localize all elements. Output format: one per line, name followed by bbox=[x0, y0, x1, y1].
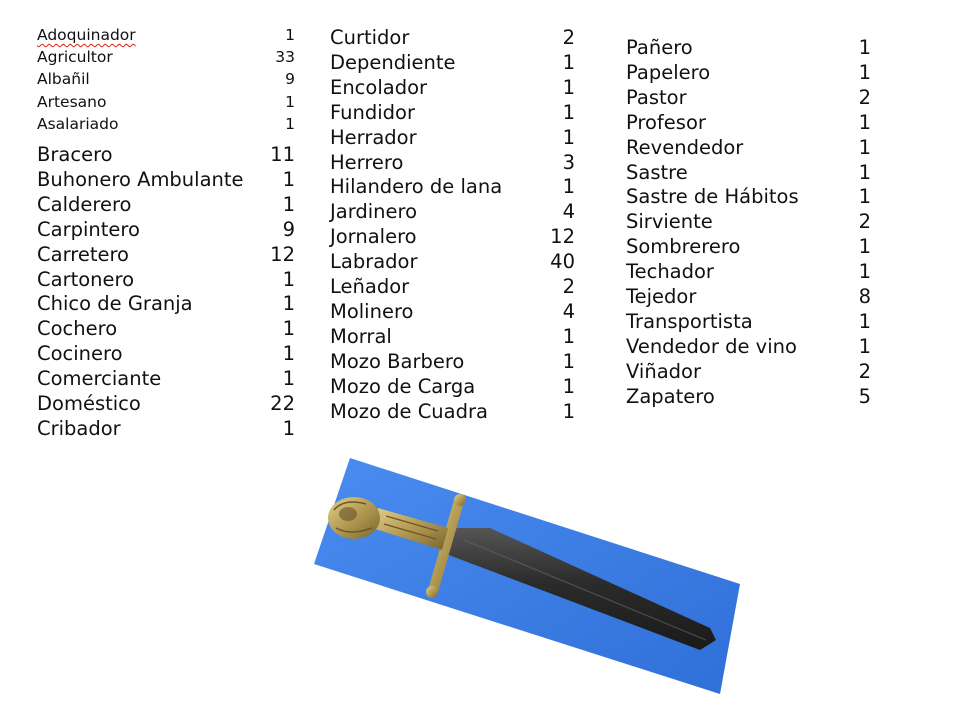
occupation-count: 1 bbox=[562, 374, 575, 398]
occupation-count: 12 bbox=[270, 242, 295, 266]
occupation-count: 1 bbox=[282, 292, 295, 316]
occupation-name: Artesano bbox=[37, 92, 107, 111]
occupation-count: 2 bbox=[562, 26, 575, 49]
occupation-count: 1 bbox=[282, 267, 295, 291]
occupation-name: Asalariado bbox=[37, 114, 119, 133]
occupation-count: 9 bbox=[282, 217, 295, 241]
occupation-name: Calderero bbox=[37, 192, 132, 216]
occupation-name: Dependiente bbox=[330, 50, 456, 74]
occupation-name: Hilandero de lana bbox=[330, 175, 503, 199]
occupation-name: Techador bbox=[626, 260, 714, 284]
occupation-count: 1 bbox=[285, 114, 295, 133]
occupation-count: 1 bbox=[858, 309, 871, 333]
occupation-name: Vendedor de vino bbox=[626, 334, 797, 358]
occupation-name: Adoquinador bbox=[37, 26, 136, 44]
occupation-count: 1 bbox=[858, 36, 871, 59]
dagger-photo bbox=[314, 458, 740, 694]
occupation-count: 1 bbox=[562, 50, 575, 74]
occupation-count: 1 bbox=[858, 110, 871, 134]
occupation-name: Cribador bbox=[37, 416, 121, 440]
occupation-count: 1 bbox=[285, 26, 295, 44]
occupation-name: Cochero bbox=[37, 317, 118, 341]
occupation-name: Albañil bbox=[37, 70, 90, 89]
occupation-count: 1 bbox=[858, 60, 871, 84]
occupation-name: Jornalero bbox=[330, 225, 417, 249]
occupation-name: Pañero bbox=[626, 36, 693, 59]
occupation-count: 22 bbox=[270, 392, 295, 415]
occupation-name: Sastre de Hábitos bbox=[626, 185, 799, 209]
occupation-name: Profesor bbox=[626, 110, 706, 134]
occupation-name: Doméstico bbox=[37, 392, 141, 415]
occupation-name: Molinero bbox=[330, 299, 414, 323]
occupation-count: 5 bbox=[858, 384, 871, 408]
occupation-count: 40 bbox=[550, 250, 575, 274]
occupation-name: Labrador bbox=[330, 250, 418, 274]
occupation-count: 1 bbox=[858, 185, 871, 209]
occupation-count: 1 bbox=[282, 342, 295, 366]
occupation-name: Carpintero bbox=[37, 217, 140, 241]
occupation-count: 1 bbox=[285, 92, 295, 111]
occupation-name: Carretero bbox=[37, 242, 129, 266]
occupation-name: Leñador bbox=[330, 275, 410, 298]
occupation-count: 8 bbox=[858, 285, 871, 308]
occupation-count: 1 bbox=[858, 260, 871, 284]
occupation-count: 1 bbox=[858, 135, 871, 159]
occupation-count: 1 bbox=[562, 175, 575, 199]
occupation-name: Revendedor bbox=[626, 135, 744, 159]
occupation-name: Zapatero bbox=[626, 384, 715, 408]
occupation-count: 1 bbox=[562, 100, 575, 124]
occupation-count: 33 bbox=[275, 48, 295, 67]
occupation-count: 1 bbox=[562, 75, 575, 99]
occupation-name: Buhonero Ambulante bbox=[37, 167, 244, 191]
occupation-count: 9 bbox=[285, 70, 295, 89]
occupation-name: Herrador bbox=[330, 125, 417, 149]
occupation-count: 4 bbox=[562, 200, 575, 224]
occupation-count: 1 bbox=[282, 192, 295, 216]
occupation-count: 2 bbox=[858, 210, 871, 234]
occupation-count: 3 bbox=[562, 150, 575, 174]
occupation-name: Sombrerero bbox=[626, 235, 741, 259]
occupation-name: Fundidor bbox=[330, 100, 415, 124]
occupation-name: Cartonero bbox=[37, 267, 135, 291]
occupation-name: Herrero bbox=[330, 150, 404, 174]
occupation-count: 4 bbox=[562, 299, 575, 323]
occupation-name: Sirviente bbox=[626, 210, 713, 234]
occupation-count: 2 bbox=[858, 359, 871, 383]
occupation-name: Papelero bbox=[626, 60, 711, 84]
occupation-count: 1 bbox=[562, 125, 575, 149]
occupation-name: Mozo Barbero bbox=[330, 349, 465, 373]
occupation-name: Transportista bbox=[626, 309, 753, 333]
occupation-name: Pastor bbox=[626, 85, 687, 109]
occupation-name: Comerciante bbox=[37, 367, 162, 391]
occupation-count: 2 bbox=[858, 85, 871, 109]
occupation-name: Mozo de Cuadra bbox=[330, 399, 488, 423]
occupation-count: 1 bbox=[562, 324, 575, 348]
occupation-name: Bracero bbox=[37, 143, 113, 166]
occupation-name: Sastre bbox=[626, 160, 688, 184]
occupation-count: 1 bbox=[858, 160, 871, 184]
occupation-count: 1 bbox=[282, 367, 295, 391]
occupation-count: 1 bbox=[282, 167, 295, 191]
occupation-name: Jardinero bbox=[330, 200, 418, 224]
occupation-count: 11 bbox=[270, 143, 295, 166]
occupation-name: Curtidor bbox=[330, 26, 410, 49]
occupation-name: Chico de Granja bbox=[37, 292, 193, 316]
occupation-name: Agricultor bbox=[37, 48, 113, 67]
occupation-count: 1 bbox=[562, 349, 575, 373]
occupation-count: 1 bbox=[858, 334, 871, 358]
occupation-count: 1 bbox=[562, 399, 575, 423]
occupation-name: Tejedor bbox=[626, 285, 697, 308]
occupation-count: 2 bbox=[562, 275, 575, 298]
occupation-name: Mozo de Carga bbox=[330, 374, 476, 398]
occupation-name: Morral bbox=[330, 324, 392, 348]
occupation-count: 1 bbox=[282, 416, 295, 440]
occupation-count: 1 bbox=[858, 235, 871, 259]
occupation-name: Cocinero bbox=[37, 342, 123, 366]
occupation-count: 12 bbox=[550, 225, 575, 249]
occupation-name: Viñador bbox=[626, 359, 701, 383]
occupation-count: 1 bbox=[282, 317, 295, 341]
occupation-name: Encolador bbox=[330, 75, 428, 99]
